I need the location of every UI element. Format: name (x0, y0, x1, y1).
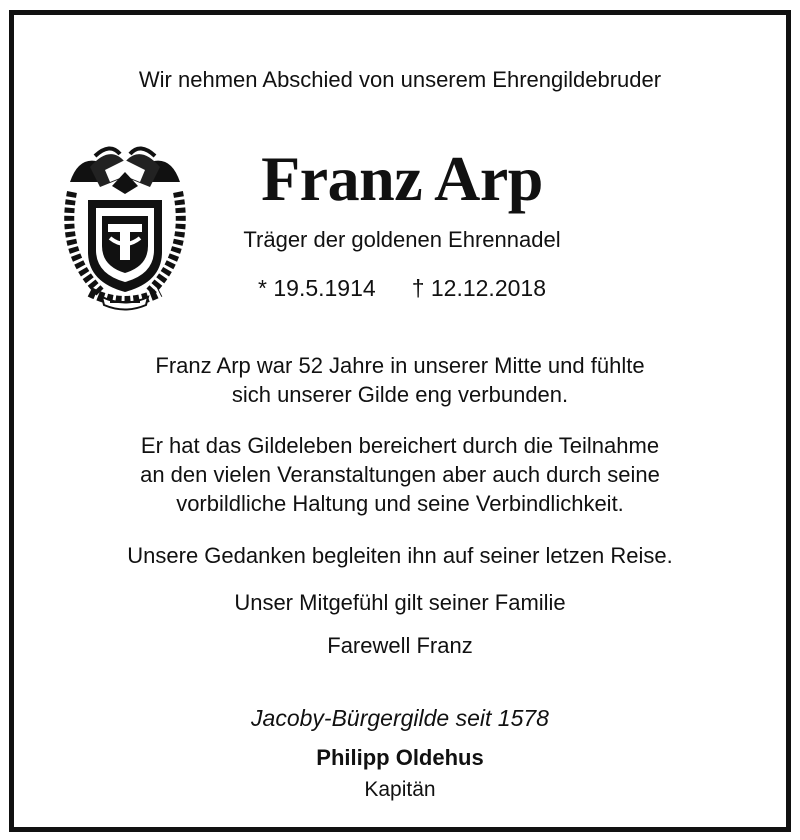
paragraph-guild-life (14, 431, 786, 518)
signatory-role: Kapitän (364, 778, 436, 801)
text-line: vorbildliche Haltung und seine Verbindlichkeit. (176, 491, 624, 516)
notice-frame (9, 10, 791, 832)
guild-signature: Jacoby-Bürgergilde seit 1578 (251, 705, 549, 731)
paragraph-membership (14, 351, 786, 409)
paragraph-farewell: Farewell Franz (327, 633, 473, 658)
text-line: an den vielen Veranstaltungen aber auch durch seine (140, 462, 660, 487)
honor-line: Träger der goldenen Ehrennadel (243, 227, 561, 252)
paragraph-thoughts: Unsere Gedanken begleiten ihn auf seiner letzen Reise. (127, 543, 673, 568)
signatory-name: Philipp Oldehus (316, 745, 484, 770)
text-line: sich unserer Gilde eng verbunden. (231, 382, 569, 407)
intro-line: Wir nehmen Abschied von unserem Ehrengildebruder (138, 67, 662, 92)
death-date: † 12.12.2018 (411, 275, 546, 301)
text-line: Er hat das Gildeleben bereichert durch die Teilnahme (140, 433, 660, 458)
deceased-name: Franz Arp (261, 143, 543, 214)
text-line: Franz Arp war 52 Jahre in unserer Mitte und fühlte (155, 353, 645, 378)
paragraph-sympathy: Unser Mitgefühl gilt seiner Familie (234, 590, 566, 615)
birth-date: * 19.5.1914 (258, 275, 376, 301)
life-dates (152, 275, 652, 302)
